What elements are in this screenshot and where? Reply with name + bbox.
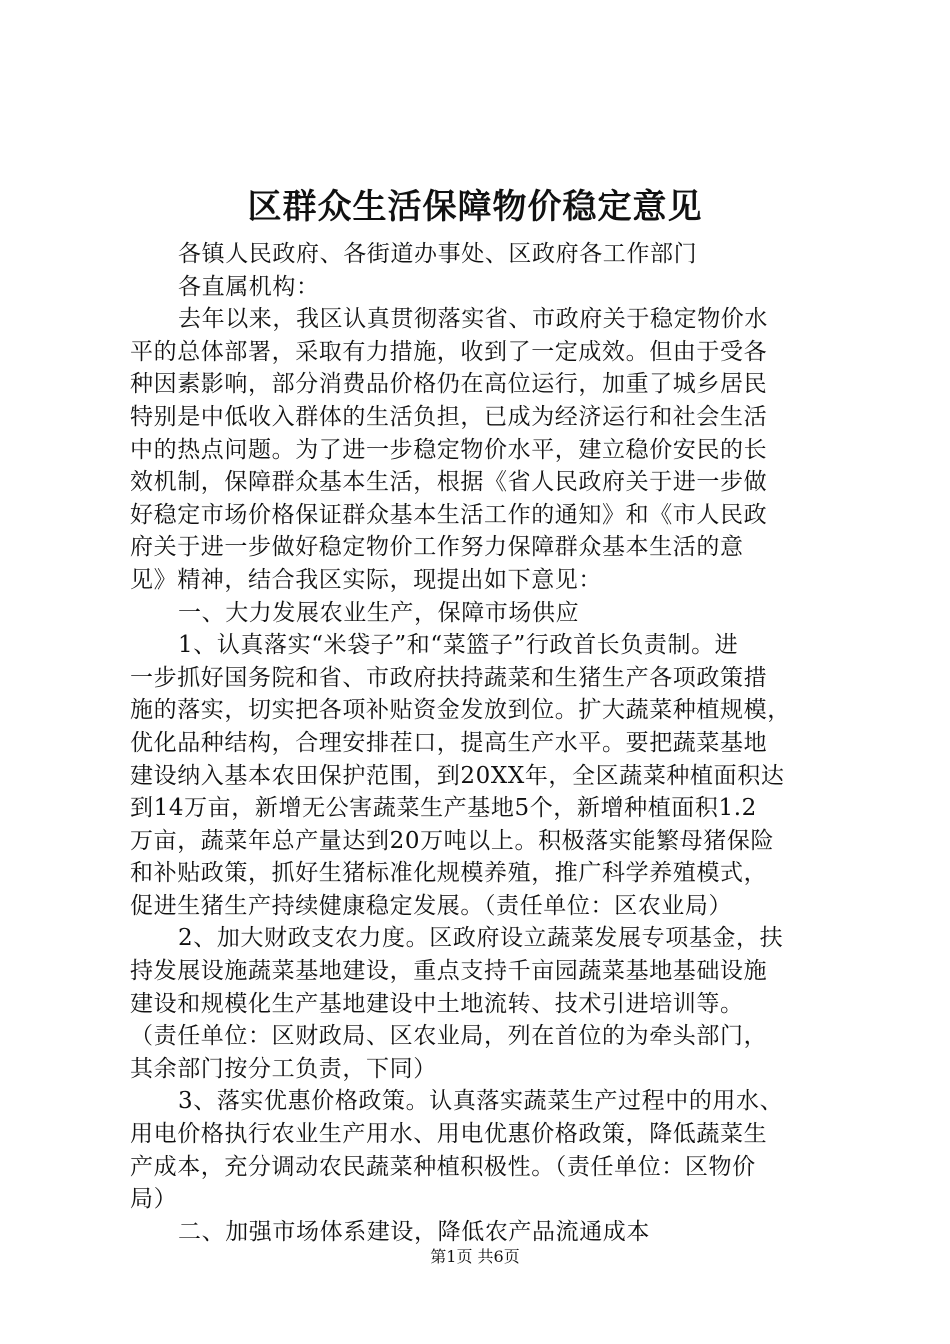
text-line: 种因素影响，部分消费品价格仍在高位运行，加重了城乡居民 [130,371,768,398]
text-line: 其余部门按分工负责，下同） [130,1055,437,1082]
text-line: 1、认真落实“米袋子”和“菜篮子”行政首长负责制。进 [178,632,739,659]
text-line: 效机制，保障群众基本生活，根据《省人民政府关于进一步做 [130,469,768,496]
section-heading: 二、加强市场体系建设，降低农产品流通成本 [178,1218,650,1245]
text-line: 建设纳入基本农田保护范围，到20XX年，全区蔬菜种植面积达 [130,762,785,789]
text-line: 各直属机构： [178,273,320,300]
text-line: 万亩，蔬菜年总产量达到20万吨以上。积极落实能繁母猪保险 [130,827,775,854]
text-line: 和补贴政策，抓好生猪标准化规模养殖，推广科学养殖模式， [130,860,768,887]
text-line: 见》精神，结合我区实际，现提出如下意见： [130,566,602,593]
text-line: 特别是中低收入群体的生活负担，已成为经济运行和社会生活 [130,403,768,430]
text-line: 去年以来，我区认真贯彻落实省、市政府关于稳定物价水 [178,306,768,333]
text-line: 施的落实，切实把各项补贴资金发放到位。扩大蔬菜种植规模， [130,697,791,724]
text-line: （责任单位：区财政局、区农业局，列在首位的为牵头部门， [130,1023,768,1050]
text-line: 局） [130,1186,178,1213]
page-footer: 第1页 共6页 [430,1247,520,1266]
text-line: 持发展设施蔬菜基地建设，重点支持千亩园蔬菜基地基础设施 [130,958,768,985]
text-line: 一步抓好国务院和省、市政府扶持蔬菜和生猪生产各项政策措 [130,664,768,691]
text-line: 平的总体部署，采取有力措施，收到了一定成效。但由于受各 [130,338,768,365]
text-line: 用电价格执行农业生产用水、用电优惠价格政策，降低蔬菜生 [130,1121,768,1148]
document-title: 区群众生活保障物价稳定意见 [247,187,703,227]
text-line: 各镇人民政府、各街道办事处、区政府各工作部门 [178,241,698,267]
text-line: 2、加大财政支农力度。区政府设立蔬菜发展专项基金，扶 [178,925,784,952]
text-line: 好稳定市场价格保证群众基本生活工作的通知》和《市人民政 [130,501,768,528]
text-line: 中的热点问题。为了进一步稳定物价水平，建立稳价安民的长 [130,436,768,463]
document-body [130,238,850,1248]
text-line: 3、落实优惠价格政策。认真落实蔬菜生产过程中的用水、 [178,1088,784,1115]
text-line: 优化品种结构，合理安排茬口，提高生产水平。要把蔬菜基地 [130,729,768,756]
section-heading: 一、大力发展农业生产，保障市场供应 [178,599,580,626]
text-line: 产成本，充分调动农民蔬菜种植积极性。（责任单位：区物价 [130,1153,756,1180]
text-line: 府关于进一步做好稳定物价工作努力保障群众基本生活的意 [130,534,744,561]
text-line: 建设和规模化生产基地建设中土地流转、技术引进培训等。 [130,990,744,1017]
text-line: 促进生猪生产持续健康稳定发展。（责任单位：区农业局） [130,892,733,919]
text-line: 到14万亩，新增无公害蔬菜生产基地5个，新增种植面积1.2 [130,795,757,822]
